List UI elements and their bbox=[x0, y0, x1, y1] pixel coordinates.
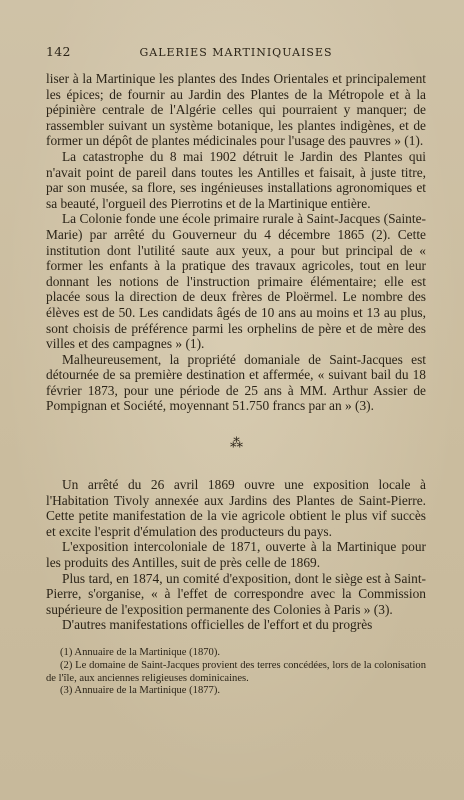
paragraph: Un arrêté du 26 avril 1869 ouvre une exposition locale à l'Habitation Tivoly annexée aux Jardins des Plantes de Saint-Pierre. Cette petite manifestation de la vie agricole obtient le plus vif succès et excite l'esprit d'émulation des producteurs du pays. bbox=[46, 477, 426, 539]
section-separator-asterism: ⁂ bbox=[230, 436, 242, 452]
paragraph-continued: liser à la Martinique les plantes des Indes Orientales et principalement les épices; de fournir au Jardin des Plantes de la Métropole et à la pépinière centrale de l'Algérie celles qui pourraient y manquer; de rassembler suivant un système botanique, les plantes indigènes, et de former un dépôt de plantes médicinales pour l'usage des pauvres » (1). bbox=[46, 71, 426, 149]
paragraph: Malheureusement, la propriété domaniale de Saint-Jacques est détournée de sa première destination et affermée, « suivant bail du 18 février 1873, pour une période de 25 ans à MM. Arthur Assier de Pompignan et Société, moyennant 51.750 francs par an » (3). bbox=[46, 351, 426, 414]
paragraph: Plus tard, en 1874, un comité d'exposition, dont le siège est à Saint-Pierre, s'organise, « à l'effet de correspondre avec la Commission supérieure de l'exposition permanente des Colonies à Paris » (3). bbox=[46, 570, 426, 617]
footnote: (2) Le domaine de Saint-Jacques provient des terres concédées, lors de la colonisation de l'île, aux anciennes religieuses dominicaines. bbox=[46, 659, 426, 684]
footnotes bbox=[46, 647, 426, 698]
paragraph: D'autres manifestations officielles de l'effort et du progrès bbox=[62, 617, 373, 633]
paragraph: L'exposition intercoloniale de 1871, ouverte à la Martinique pour les produits des Antilles, suit de près celle de 1869. bbox=[46, 539, 426, 571]
running-head bbox=[46, 44, 426, 59]
page-number: 142 bbox=[46, 44, 71, 59]
main-text bbox=[46, 71, 426, 633]
paragraph: La catastrophe du 8 mai 1902 détruit le Jardin des Plantes qui n'avait point de pareil dans toutes les Antilles et faisait, à juste titre, par son musée, sa flore, ses ingénieuses installations agronomiques et sa beauté, l'orgueil des Pierrotins et de la Martinique entière. bbox=[46, 148, 426, 211]
footnote: (1) Annuaire de la Martinique (1870). bbox=[60, 647, 221, 658]
footnote: (3) Annuaire de la Martinique (1877). bbox=[60, 685, 221, 697]
running-title: GALERIES MARTINIQUAISES bbox=[139, 46, 333, 59]
paragraph: La Colonie fonde une école primaire rurale à Saint-Jacques (Sainte-Marie) par arrêté du Gouverneur du 4 décembre 1865 (2). Cette institution dont l'utilité saute aux yeux, a pour but principal de « former les enfants à la pratique des travaux agricoles, tout en leur donnant les notions de l'instruction primaire élémentaire; elle est placée sous la direction de deux frères de Ploërmel. Le nombre des élèves est de 50. Les candidats âgés de 10 ans au moins et 13 au plus, sont choisis de préférence parmi les orphelins de père et de mère des villes et des campagnes » (1). bbox=[46, 211, 426, 352]
